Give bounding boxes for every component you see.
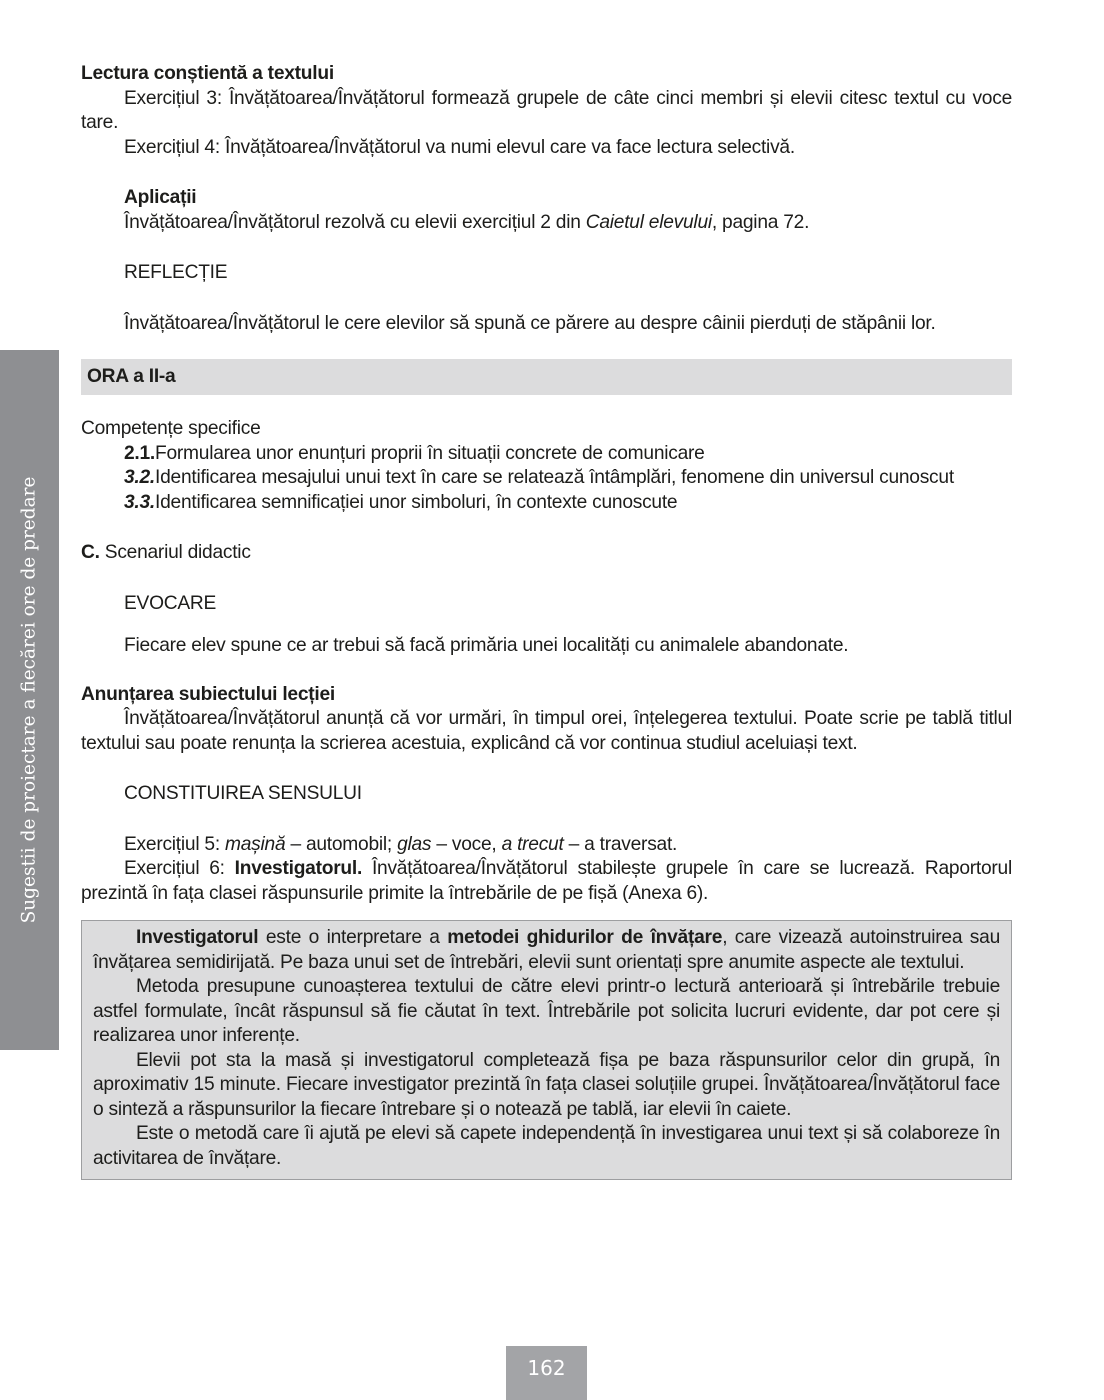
page-content [81,62,1012,1180]
aplicatii-heading: Aplicații [124,187,197,208]
aplicatii-text-part: Învățătoarea/Învățătorul rezolvă cu elevii exercițiul 2 din [124,211,586,233]
competente-label: Competențe specifice [81,418,261,439]
info-paragraph: Elevii pot sta la masă și investigatorul completează fișa pe baza răspunsurilor celor din grupă, în aproximativ 15 minute. Fiecare investigator prezintă în fața clasei soluțiile grupei. Învățătoarea/Învățătorul face o sinteză a răspunsurilor la fiecare întrebare și o notează pe tablă, iar elevii în caiete. [93,1049,1000,1120]
info-paragraph: Metoda presupune cunoașterea textului de către elevi printr-o lectură anterioară și întrebările trebuie astfel formulate, încât răspunsul să fie căutat în text. Întrebările pot solicita lucruri evidente, dar pot cere și realizarea unor inferențe. [93,976,1000,1046]
competence-item [124,491,1012,516]
ora-2-banner: ORA a II-a [81,359,1012,395]
competence-number: 2.1. [124,442,156,464]
competence-text: Formularea unor enunțuri proprii în situații concrete de comunicare [155,442,705,464]
info-paragraph: Este o metodă care îi ajută pe elevi să capete independență în investigarea unui text și să colaboreze în activitarea de învățare. [93,1123,1000,1169]
competence-number: 3.2. [124,467,156,488]
competente-list [81,442,1012,516]
evocare-heading: EVOCARE [124,592,217,614]
info-bold-term: Investigatorul [136,927,259,948]
ex6-method-name: Investigatorul. [234,858,363,879]
info-bold-term: metodei ghidurilor de învățare [447,927,723,948]
info-paragraph [93,926,1000,975]
info-text-part: , care vizează autoinstruirea sau învățarea semidirijată. Pe baza unui set de întrebări, elevii sunt orientați spre anumite aspecte ale textului. [93,927,1000,973]
anuntare-text: Învățătoarea/Învățătorul anunță că vor urmări, în timpul orei, înțelegerea textului. Poate scrie pe tablă titlul textului sau poate renunța la scrierea acestuia, explicând că vor continua studiul aceluiași text. [81,708,1012,754]
scenariu-didactic-label [81,541,1012,566]
exercise-5-text [81,833,1012,858]
ex5-word: mașină [225,833,286,855]
exercise-6-text [81,857,1012,906]
constituire-heading: CONSTITUIREA SENSULUI [124,783,362,804]
section-heading-lectura: Lectura conștientă a textului [81,63,334,84]
competence-text: Identificarea mesajului unui text în care se relatează întâmplări, fenomene din universul cunoscut [155,467,954,488]
caietul-elevului-title: Caietul elevului [585,211,712,233]
evocare-text: Fiecare elev spune ce ar trebui să facă primăria unei localități cu animalele abandonate. [124,635,849,656]
ex5-part: – automobil; [285,833,398,855]
exercise-3-text: Exercițiul 3: Învățătoarea/Învățătorul formează grupele de câte cinci membri și elevii citesc textul cu voce tare. [81,87,1012,133]
competence-text: Identificarea semnificației unor simboluri, în contexte cunoscute [155,491,678,513]
page-number: 162 [506,1346,587,1400]
aplicatii-text [81,211,1012,236]
reflectie-text: Învățătoarea/Învățătorul le cere elevilor să spună ce părere au despre câinii pierduți de stăpânii lor. [124,312,936,334]
ex5-part: Exercițiul 5: [124,833,226,855]
scenariu-label: Scenariul didactic [104,542,251,563]
aplicatii-text-part: , pagina 72. [711,211,810,233]
investigator-info-box [81,920,1012,1180]
competence-number: 3.3. [124,491,156,513]
reflectie-heading: REFLECȚIE [124,262,228,283]
chapter-side-tab-label: Sugestii de proiectare a fiecărei ore de predare [18,476,40,924]
competence-item [124,442,1012,467]
exercise-4-text: Exercițiul 4: Învățătoarea/Învățătorul va numi elevul care va face lectura selectivă. [124,136,795,158]
ex5-part: – a traversat. [563,833,678,855]
scenariu-letter: C. [81,542,100,563]
ex6-part: Exercițiul 6: [124,858,235,879]
chapter-side-tab [0,350,59,1050]
ex6-part: Învățătoarea/Învățătorul stabilește grupele în care se lucrează. Raportorul prezintă în fața clasei răspunsurile primite la întrebările de pe fișă (Anexa 6). [81,858,1012,904]
ex5-word: glas [397,833,432,855]
ex5-word: a trecut [501,833,564,855]
anuntare-heading: Anunțarea subiectului lecției [81,683,335,705]
info-text-part: este o interpretare a [258,927,448,948]
ex5-part: – voce, [431,833,502,855]
competence-item [124,466,1012,491]
